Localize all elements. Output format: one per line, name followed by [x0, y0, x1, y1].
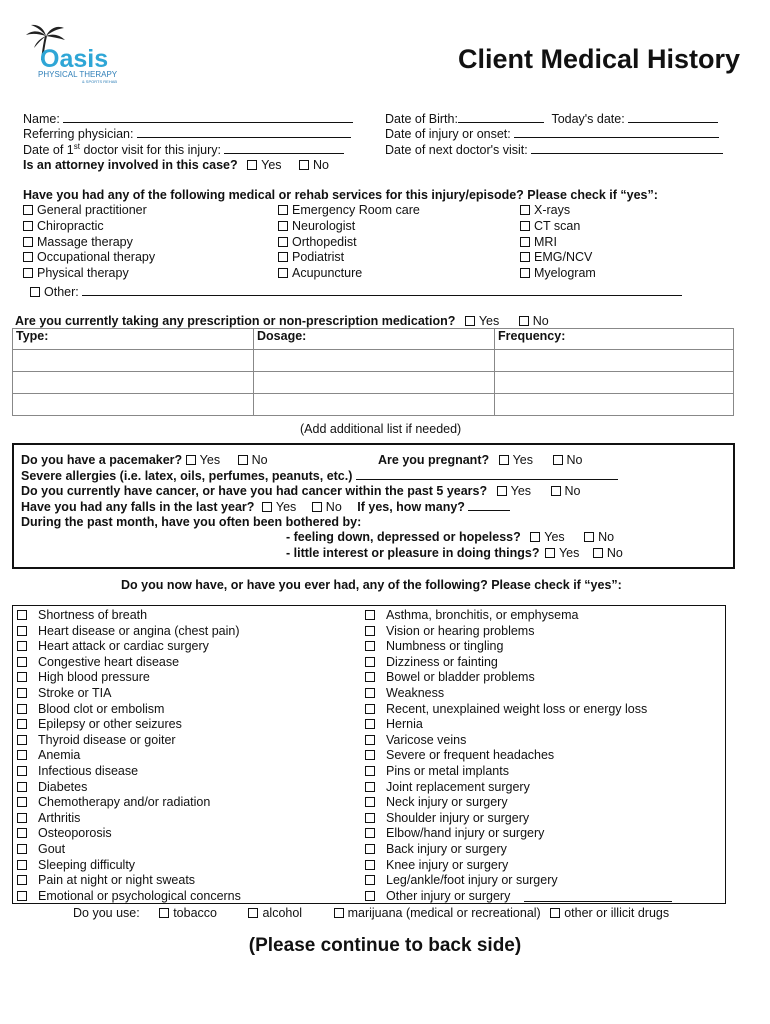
medication-table [12, 328, 734, 416]
checkbox[interactable] [17, 797, 27, 807]
list-item [520, 203, 596, 219]
list-item [17, 858, 241, 874]
checkbox-label: Osteoporosis [38, 826, 112, 841]
services-col1 [23, 203, 155, 282]
medication-row-1 [13, 350, 734, 372]
pregnant-question: Are you pregnant? [378, 453, 490, 467]
checkbox-label: Gout [38, 841, 66, 856]
checkbox[interactable] [17, 813, 27, 823]
checkbox[interactable] [17, 782, 27, 792]
dob-label: Date of Birth: [385, 112, 458, 126]
alcohol-label: alcohol [262, 906, 303, 920]
page-title: Client Medical History [458, 44, 741, 74]
checkbox[interactable] [365, 828, 375, 838]
checkbox-label: Shoulder injury or surgery [386, 810, 530, 825]
first-visit-label-rest: doctor visit for this injury: [79, 143, 221, 157]
medication-row [15, 313, 549, 329]
list-item [17, 748, 241, 764]
checkbox[interactable] [365, 657, 375, 667]
checkbox-label: Joint replacement surgery [386, 779, 530, 794]
medication-header-frequency: Frequency: [495, 329, 734, 350]
checkbox[interactable] [278, 252, 288, 262]
list-item [365, 795, 647, 811]
services-other-checkbox[interactable] [30, 287, 40, 297]
checkbox-label: Numbness or tingling [386, 639, 504, 654]
medication-row-3 [13, 394, 734, 416]
medication-yes-label: Yes [478, 314, 500, 328]
list-item [23, 235, 155, 251]
checkbox[interactable] [365, 610, 375, 620]
list-item [365, 608, 647, 624]
checkbox-label: Neurologist [292, 218, 356, 233]
marijuana-checkbox[interactable] [334, 908, 344, 918]
medication-header-dosage: Dosage: [254, 329, 495, 350]
pregnant-row [378, 452, 582, 468]
list-item [17, 655, 241, 671]
tobacco-label: tobacco [173, 906, 217, 920]
checkbox-label: EMG/NCV [534, 250, 593, 265]
conditions-table [12, 605, 726, 904]
list-item [365, 811, 647, 827]
checkbox[interactable] [365, 704, 375, 714]
next-visit-field[interactable] [531, 141, 723, 154]
medication-cell[interactable] [13, 394, 254, 416]
next-visit-label: Date of next doctor's visit: [385, 143, 528, 157]
first-visit-row [23, 141, 344, 158]
checkbox-label: Pain at night or night sweats [38, 873, 196, 888]
checkbox-label: Neck injury or surgery [386, 795, 508, 810]
medication-cell[interactable] [13, 372, 254, 394]
today-label: Today's date: [551, 112, 625, 126]
list-item [17, 764, 241, 780]
medication-no-label: No [532, 314, 549, 328]
checkbox-label: Infectious disease [38, 763, 139, 778]
checkbox[interactable] [365, 891, 375, 901]
allergies-field[interactable] [356, 467, 618, 480]
attorney-question: Is an attorney involved in this case? [23, 158, 238, 172]
injury-field[interactable] [514, 125, 719, 138]
pacemaker-yes-label: Yes [199, 453, 221, 467]
list-item [365, 655, 647, 671]
checkbox[interactable] [17, 860, 27, 870]
checkbox-label: Diabetes [38, 779, 88, 794]
do-you-use-label: Do you use: [73, 906, 140, 920]
checkbox-label: Vision or hearing problems [386, 623, 535, 638]
services-question: Have you had any of the following medical or rehab services for this injury/episode? Please check if “yes”: [23, 188, 658, 202]
allergies-row [21, 467, 618, 484]
list-item [23, 266, 155, 282]
list-item [17, 639, 241, 655]
little-interest-row [286, 545, 623, 561]
checkbox[interactable] [17, 610, 27, 620]
checkbox[interactable] [17, 672, 27, 682]
little-interest-yes-label: Yes [558, 546, 580, 560]
attorney-no-label: No [313, 158, 330, 172]
conditions-question: Do you now have, or have you ever had, any of the following? Please check if “yes”: [121, 578, 622, 592]
services-other-label: Other: [44, 285, 79, 299]
checkbox-label: Asthma, bronchitis, or emphysema [386, 608, 579, 622]
list-item [278, 250, 420, 266]
checkbox[interactable] [17, 875, 27, 885]
attorney-no-checkbox[interactable] [299, 160, 309, 170]
pacemaker-question: Do you have a pacemaker? [21, 453, 183, 467]
list-item [365, 702, 647, 718]
list-item [17, 811, 241, 827]
checkbox[interactable] [520, 237, 530, 247]
list-item [17, 733, 241, 749]
medication-header-type: Type: [13, 329, 254, 350]
checkbox[interactable] [17, 704, 27, 714]
dob-field[interactable] [458, 110, 544, 123]
list-item [365, 873, 647, 889]
list-item [520, 235, 596, 251]
checkbox-label: Recent, unexplained weight loss or energy loss [386, 701, 648, 716]
checkbox-label: Orthopedist [292, 234, 357, 249]
pacemaker-row [21, 452, 268, 468]
pacemaker-yes-checkbox[interactable] [186, 455, 196, 465]
checkbox[interactable] [365, 875, 375, 885]
attorney-row [23, 157, 329, 173]
medication-cell[interactable] [254, 372, 495, 394]
list-item [365, 733, 647, 749]
checkbox-label: Massage therapy [37, 234, 133, 249]
checkbox[interactable] [17, 626, 27, 636]
first-visit-field[interactable] [224, 141, 344, 154]
checkbox[interactable] [23, 205, 33, 215]
checkbox-label: Bowel or bladder problems [386, 670, 535, 685]
checkbox[interactable] [17, 719, 27, 729]
checkbox[interactable] [278, 205, 288, 215]
list-item [365, 858, 647, 874]
list-item [278, 235, 420, 251]
checkbox-label: Other injury or surgery [386, 888, 511, 903]
checkbox[interactable] [17, 735, 27, 745]
checkbox-label: Emotional or psychological concerns [38, 888, 241, 903]
list-item [365, 686, 647, 702]
list-item [365, 842, 647, 858]
list-item [365, 624, 647, 640]
list-item [23, 203, 155, 219]
first-visit-sup: st [73, 141, 80, 151]
checkbox-label: Chemotherapy and/or radiation [38, 795, 211, 810]
continue-note: (Please continue to back side) [248, 935, 522, 956]
checkbox[interactable] [17, 750, 27, 760]
checkbox-label: Elbow/hand injury or surgery [386, 826, 545, 841]
cancer-yes-label: Yes [510, 484, 532, 498]
list-item [365, 780, 647, 796]
list-item [365, 639, 647, 655]
checkbox-label: Dizziness or fainting [386, 654, 498, 669]
checkbox-label: Heart disease or angina (chest pain) [38, 623, 240, 638]
checkbox-label: Epilepsy or other seizures [38, 717, 182, 732]
list-item [17, 624, 241, 640]
pregnant-no-checkbox[interactable] [553, 455, 563, 465]
medication-cell[interactable] [254, 394, 495, 416]
checkbox-label: CT scan [534, 218, 581, 233]
list-item [520, 266, 596, 282]
medication-no-checkbox[interactable] [519, 316, 529, 326]
feeling-down-row [286, 529, 614, 545]
checkbox[interactable] [365, 641, 375, 651]
checkbox[interactable] [23, 252, 33, 262]
checkbox-label: X-rays [534, 203, 571, 217]
referring-field[interactable] [137, 125, 351, 138]
checkbox[interactable] [17, 657, 27, 667]
checkbox-label: Pins or metal implants [386, 763, 509, 778]
checkbox-label: Acupuncture [292, 266, 363, 281]
feeling-down-question: - feeling down, depressed or hopeless? [286, 530, 521, 544]
injury-row [385, 125, 719, 142]
checkbox[interactable] [17, 641, 27, 651]
checkbox[interactable] [365, 626, 375, 636]
checkbox-label: Knee injury or surgery [386, 857, 509, 872]
checkbox-label: Shortness of breath [38, 608, 148, 622]
list-item [17, 842, 241, 858]
oasis-logo [22, 22, 122, 86]
falls-how-many: If yes, how many? [357, 500, 465, 514]
checkbox[interactable] [278, 237, 288, 247]
checkbox-label: Weakness [386, 685, 445, 700]
list-item [365, 670, 647, 686]
falls-question: Have you had any falls in the last year? [21, 500, 255, 514]
checkbox-label: General practitioner [37, 203, 147, 217]
checkbox-label: Blood clot or embolism [38, 701, 165, 716]
logo-name: Oasis [40, 45, 109, 73]
falls-yes-checkbox[interactable] [262, 502, 272, 512]
checkbox-label: Hernia [386, 717, 423, 732]
attorney-yes-label: Yes [261, 158, 282, 172]
checkbox[interactable] [17, 688, 27, 698]
conditions-left-column [17, 608, 241, 904]
services-col2 [278, 203, 420, 282]
name-field[interactable] [63, 110, 353, 123]
list-item [23, 250, 155, 266]
services-other-field[interactable] [82, 283, 682, 296]
services-col3 [520, 203, 596, 282]
illicit-drugs-checkbox[interactable] [550, 908, 560, 918]
referring-row [23, 125, 351, 142]
checkbox-label: Thyroid disease or goiter [38, 732, 176, 747]
other-injury-field[interactable] [524, 901, 672, 902]
list-item [17, 670, 241, 686]
list-item [23, 219, 155, 235]
checkbox-label: Back injury or surgery [386, 841, 507, 856]
checkbox-label: Leg/ankle/foot injury or surgery [386, 873, 558, 888]
checkbox[interactable] [17, 766, 27, 776]
falls-yes-label: Yes [275, 500, 297, 514]
medication-cell[interactable] [254, 350, 495, 372]
checkbox-label: MRI [534, 234, 557, 249]
list-item [17, 826, 241, 842]
checkbox-label: Chiropractic [37, 218, 104, 233]
medication-cell[interactable] [495, 350, 734, 372]
medication-note: (Add additional list if needed) [300, 422, 462, 436]
medication-header-row [13, 329, 734, 350]
checkbox[interactable] [23, 221, 33, 231]
conditions-right-column [365, 608, 647, 904]
list-item [520, 250, 596, 266]
medication-cell[interactable] [495, 372, 734, 394]
logo-line2: & SPORTS REHAB [82, 79, 118, 84]
falls-no-label: No [325, 500, 342, 514]
checkbox-label: Heart attack or cardiac surgery [38, 639, 209, 654]
alcohol-checkbox[interactable] [248, 908, 258, 918]
services-other-row [30, 283, 682, 300]
list-item [365, 717, 647, 733]
substance-use-row [73, 905, 669, 921]
pregnant-yes-label: Yes [512, 453, 534, 467]
cancer-row [21, 483, 581, 499]
checkbox[interactable] [365, 782, 375, 792]
list-item [17, 889, 241, 905]
list-item [365, 826, 647, 842]
medication-cell[interactable] [13, 350, 254, 372]
pregnant-yes-checkbox[interactable] [499, 455, 509, 465]
checkbox[interactable] [17, 844, 27, 854]
checkbox[interactable] [365, 766, 375, 776]
list-item [17, 608, 241, 624]
logo-line1: PHYSICAL THERAPY [38, 70, 118, 79]
checkbox[interactable] [365, 735, 375, 745]
feeling-down-yes-checkbox[interactable] [530, 532, 540, 542]
checkbox-label: Anemia [38, 748, 81, 763]
checkbox-label: High blood pressure [38, 670, 150, 685]
checkbox[interactable] [23, 268, 33, 278]
cancer-question: Do you currently have cancer, or have you had cancer within the past 5 years? [21, 484, 488, 498]
pregnant-no-label: No [566, 453, 583, 467]
injury-label: Date of injury or onset: [385, 127, 511, 141]
checkbox[interactable] [278, 221, 288, 231]
checkbox-label: Severe or frequent headaches [386, 748, 555, 763]
attorney-yes-checkbox[interactable] [247, 160, 257, 170]
little-interest-no-checkbox[interactable] [593, 548, 603, 558]
list-item [17, 795, 241, 811]
checkbox[interactable] [17, 891, 27, 901]
checkbox[interactable] [365, 672, 375, 682]
little-interest-yes-checkbox[interactable] [545, 548, 555, 558]
pacemaker-no-label: No [251, 453, 268, 467]
list-item [365, 764, 647, 780]
little-interest-question: - little interest or pleasure in doing things? [286, 546, 540, 560]
list-item [278, 266, 420, 282]
referring-label: Referring physician: [23, 127, 134, 141]
list-item [365, 748, 647, 764]
checkbox-label: Stroke or TIA [38, 685, 112, 700]
checkbox[interactable] [365, 750, 375, 760]
falls-no-checkbox[interactable] [312, 502, 322, 512]
list-item [17, 873, 241, 889]
checkbox[interactable] [365, 688, 375, 698]
list-item [278, 219, 420, 235]
checkbox-label: Congestive heart disease [38, 654, 180, 669]
checkbox[interactable] [520, 221, 530, 231]
checkbox-label: Myelogram [534, 266, 596, 281]
checkbox[interactable] [520, 268, 530, 278]
checkbox[interactable] [520, 205, 530, 215]
medication-cell[interactable] [495, 394, 734, 416]
health-questions-box [12, 443, 735, 569]
checkbox-label: Occupational therapy [37, 250, 156, 265]
checkbox-label: Sleeping difficulty [38, 857, 136, 872]
falls-count-field[interactable] [468, 498, 510, 511]
medication-yes-checkbox[interactable] [465, 316, 475, 326]
checkbox[interactable] [365, 860, 375, 870]
list-item [17, 702, 241, 718]
list-item [520, 219, 596, 235]
tobacco-checkbox[interactable] [159, 908, 169, 918]
checkbox[interactable] [365, 813, 375, 823]
list-item [17, 717, 241, 733]
checkbox[interactable] [365, 719, 375, 729]
checkbox[interactable] [17, 828, 27, 838]
pacemaker-no-checkbox[interactable] [238, 455, 248, 465]
cancer-yes-checkbox[interactable] [497, 486, 507, 496]
cancer-no-label: No [564, 484, 581, 498]
first-visit-label: Date of 1 [23, 143, 74, 157]
name-label: Name: [23, 112, 60, 126]
medication-row-2 [13, 372, 734, 394]
today-field[interactable] [628, 110, 718, 123]
checkbox[interactable] [278, 268, 288, 278]
checkbox-label: Arthritis [38, 810, 81, 825]
medication-question: Are you currently taking any prescription or non-prescription medication? [15, 314, 456, 328]
list-item [17, 780, 241, 796]
past-month-label: During the past month, have you often been bothered by: [21, 515, 362, 529]
checkbox[interactable] [23, 237, 33, 247]
next-visit-row [385, 141, 723, 158]
checkbox[interactable] [365, 844, 375, 854]
checkbox-label: Varicose veins [386, 732, 467, 747]
list-item [278, 203, 420, 219]
illicit-drugs-label: other or illicit drugs [564, 906, 670, 920]
feeling-down-no-label: No [598, 530, 615, 544]
feeling-down-yes-label: Yes [544, 530, 565, 544]
checkbox-label: Physical therapy [37, 266, 129, 281]
feeling-down-no-checkbox[interactable] [584, 532, 594, 542]
cancer-no-checkbox[interactable] [551, 486, 561, 496]
checkbox-label: Emergency Room care [292, 203, 420, 217]
checkbox-label: Podiatrist [292, 250, 345, 265]
falls-row [21, 498, 510, 515]
checkbox[interactable] [520, 252, 530, 262]
checkbox[interactable] [365, 797, 375, 807]
allergies-question: Severe allergies (i.e. latex, oils, perfumes, peanuts, etc.) [21, 469, 353, 483]
list-item [17, 686, 241, 702]
little-interest-no-label: No [606, 546, 623, 560]
marijuana-label: marijuana (medical or recreational) [347, 906, 541, 920]
